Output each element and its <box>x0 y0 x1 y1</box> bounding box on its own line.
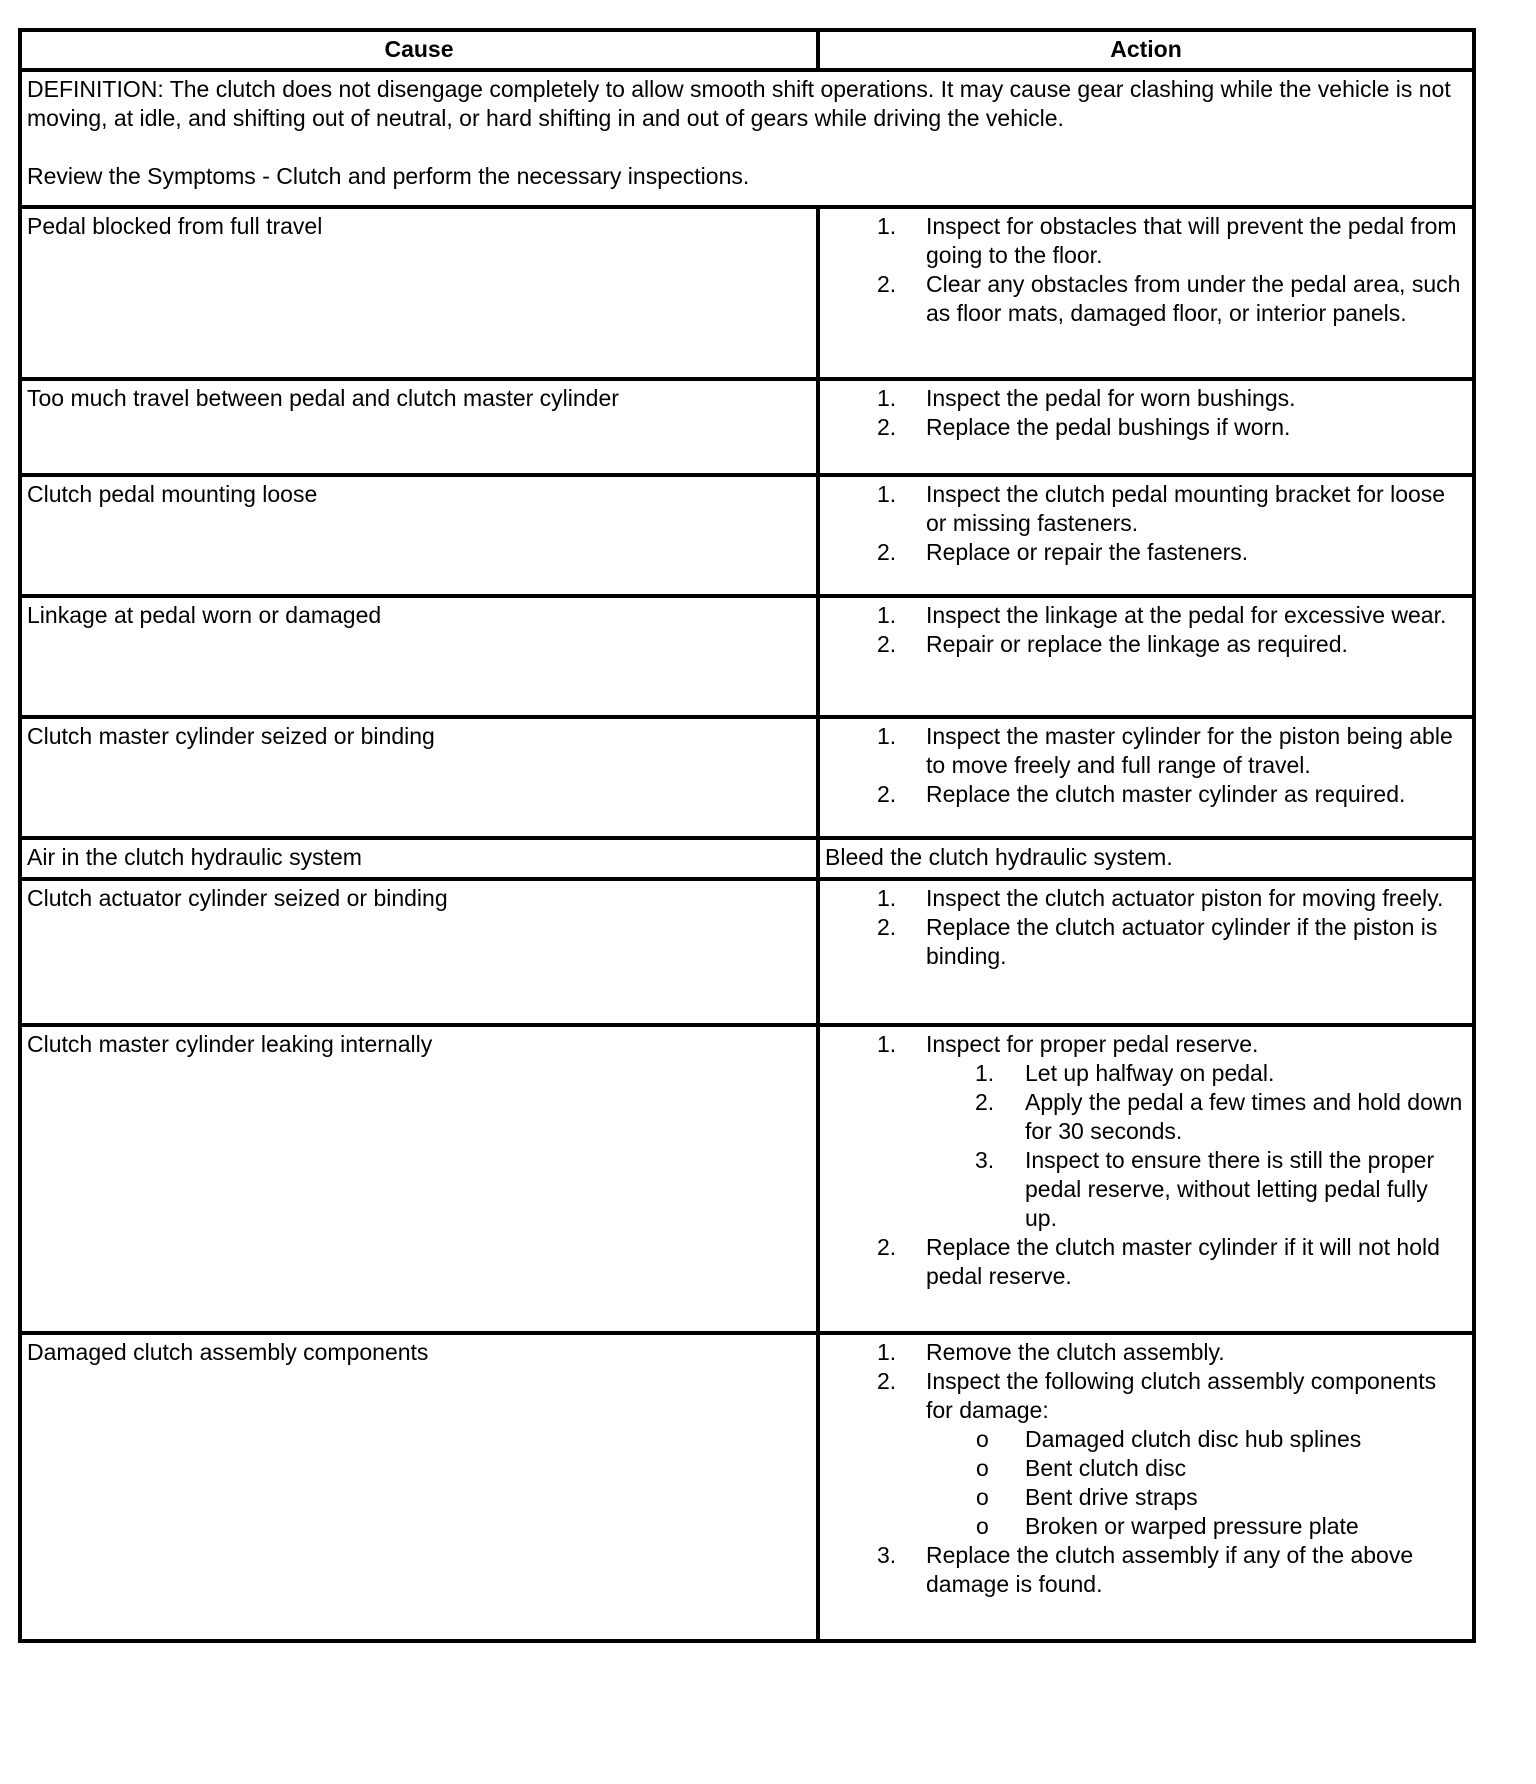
review-text: Review the Symptoms - Clutch and perform the necessary inspections. <box>27 163 750 189</box>
step-text: Inspect for proper pedal reserve. <box>926 1031 1259 1057</box>
step-number: 1. <box>877 885 897 911</box>
action-step <box>825 1338 1466 1367</box>
table-row <box>20 475 1474 596</box>
action-step <box>825 538 1466 567</box>
bullet-marker: o <box>976 1455 989 1481</box>
sub-step <box>926 1146 1466 1233</box>
action-step <box>825 1367 1466 1541</box>
step-number: 1. <box>877 723 897 749</box>
cause-cell: Clutch master cylinder seized or binding <box>20 717 818 838</box>
step-number: 3. <box>877 1542 897 1568</box>
step-text: Inspect the clutch pedal mounting bracket for loose or missing fasteners. <box>926 481 1446 536</box>
step-text: Replace the clutch actuator cylinder if the piston is binding. <box>926 914 1438 969</box>
cause-cell: Linkage at pedal worn or damaged <box>20 596 818 717</box>
header-action: Action <box>818 30 1474 70</box>
cause-cell: Damaged clutch assembly components <box>20 1333 818 1641</box>
action-step <box>825 780 1466 809</box>
table-row <box>20 717 1474 838</box>
action-step <box>825 384 1466 413</box>
step-number: 2. <box>877 1234 897 1260</box>
sub-step-text: Inspect to ensure there is still the proper pedal reserve, without letting pedal fully up. <box>1025 1147 1435 1231</box>
sub-step <box>926 1088 1466 1146</box>
bullet-list <box>926 1425 1466 1541</box>
cause-cell: Air in the clutch hydraulic system <box>20 838 818 879</box>
action-step <box>825 630 1466 659</box>
action-cell <box>818 1025 1474 1333</box>
bullet-text: Broken or warped pressure plate <box>1025 1513 1359 1539</box>
action-cell <box>818 717 1474 838</box>
action-step <box>825 1030 1466 1233</box>
bullet-text: Damaged clutch disc hub splines <box>1025 1426 1362 1452</box>
bullet-item <box>926 1512 1466 1541</box>
action-cell <box>818 879 1474 1025</box>
sub-step-text: Let up halfway on pedal. <box>1025 1060 1275 1086</box>
cause-cell: Clutch actuator cylinder seized or binding <box>20 879 818 1025</box>
step-number: 1. <box>877 1031 897 1057</box>
sub-step-number: 2. <box>975 1089 995 1115</box>
bullet-marker: o <box>976 1426 989 1452</box>
bullet-item <box>926 1454 1466 1483</box>
action-cell <box>818 207 1474 379</box>
step-text: Replace the pedal bushings if worn. <box>926 414 1291 440</box>
action-cell: Bleed the clutch hydraulic system. <box>818 838 1474 879</box>
action-steps <box>825 722 1466 809</box>
action-steps <box>825 601 1466 659</box>
step-number: 2. <box>877 914 897 940</box>
step-text: Replace the clutch master cylinder as required. <box>926 781 1406 807</box>
step-text: Inspect the pedal for worn bushings. <box>926 385 1296 411</box>
action-steps <box>825 212 1466 328</box>
step-number: 2. <box>877 781 897 807</box>
action-cell <box>818 379 1474 475</box>
sub-step-number: 1. <box>975 1060 995 1086</box>
action-step <box>825 1233 1466 1291</box>
step-text: Inspect the linkage at the pedal for excessive wear. <box>926 602 1447 628</box>
cause-cell: Clutch master cylinder leaking internally <box>20 1025 818 1333</box>
action-steps <box>825 480 1466 567</box>
step-number: 2. <box>877 539 897 565</box>
step-number: 2. <box>877 414 897 440</box>
troubleshooting-table <box>18 28 1476 1643</box>
definition-row <box>20 70 1474 207</box>
definition-cell <box>20 70 1474 207</box>
action-steps <box>825 1338 1466 1599</box>
action-step <box>825 913 1466 971</box>
action-step <box>825 212 1466 270</box>
sub-step-number: 3. <box>975 1147 995 1173</box>
bullet-item <box>926 1483 1466 1512</box>
step-number: 1. <box>877 481 897 507</box>
table-row <box>20 596 1474 717</box>
cause-cell: Clutch pedal mounting loose <box>20 475 818 596</box>
step-text: Repair or replace the linkage as required. <box>926 631 1348 657</box>
action-steps <box>825 884 1466 971</box>
table-row <box>20 879 1474 1025</box>
action-step <box>825 413 1466 442</box>
step-text: Replace the clutch master cylinder if it will not hold pedal reserve. <box>926 1234 1440 1289</box>
header-cause: Cause <box>20 30 818 70</box>
step-text: Inspect the master cylinder for the piston being able to move freely and full range of travel. <box>926 723 1453 778</box>
cause-cell: Too much travel between pedal and clutch master cylinder <box>20 379 818 475</box>
step-number: 1. <box>877 602 897 628</box>
step-number: 1. <box>877 385 897 411</box>
bullet-item <box>926 1425 1466 1454</box>
step-text: Clear any obstacles from under the pedal area, such as floor mats, damaged floor, or interior panels. <box>926 271 1461 326</box>
action-steps <box>825 1030 1466 1291</box>
step-text: Replace the clutch assembly if any of the above damage is found. <box>926 1542 1414 1597</box>
sub-steps <box>926 1059 1466 1233</box>
action-step <box>825 722 1466 780</box>
document-page <box>18 28 1472 1643</box>
step-number: 1. <box>877 1339 897 1365</box>
table-row <box>20 207 1474 379</box>
step-text: Inspect the following clutch assembly components for damage: <box>926 1368 1437 1423</box>
step-number: 1. <box>877 213 897 239</box>
definition-text: DEFINITION: The clutch does not disengage completely to allow smooth shift operations. It may cause gear clashing while the vehicle is not moving, at idle, and shifting out of neutral, or hard shifting in and out of gears while driving the vehicle. <box>27 76 1451 131</box>
action-cell <box>818 596 1474 717</box>
action-step <box>825 601 1466 630</box>
step-number: 2. <box>877 271 897 297</box>
step-text: Inspect the clutch actuator piston for moving freely. <box>926 885 1444 911</box>
bullet-text: Bent drive straps <box>1025 1484 1198 1510</box>
cause-cell: Pedal blocked from full travel <box>20 207 818 379</box>
table-row <box>20 1333 1474 1641</box>
step-text: Replace or repair the fasteners. <box>926 539 1249 565</box>
bullet-text: Bent clutch disc <box>1025 1455 1187 1481</box>
table-row <box>20 379 1474 475</box>
table-row <box>20 1025 1474 1333</box>
sub-step-text: Apply the pedal a few times and hold down for 30 seconds. <box>1025 1089 1463 1144</box>
action-cell <box>818 1333 1474 1641</box>
step-number: 2. <box>877 1368 897 1394</box>
step-number: 2. <box>877 631 897 657</box>
step-text: Remove the clutch assembly. <box>926 1339 1225 1365</box>
action-step <box>825 480 1466 538</box>
action-cell <box>818 475 1474 596</box>
header-row <box>20 30 1474 70</box>
step-text: Inspect for obstacles that will prevent the pedal from going to the floor. <box>926 213 1457 268</box>
action-step <box>825 1541 1466 1599</box>
sub-step <box>926 1059 1466 1088</box>
action-step <box>825 884 1466 913</box>
bullet-marker: o <box>976 1513 989 1539</box>
action-steps <box>825 384 1466 442</box>
bullet-marker: o <box>976 1484 989 1510</box>
table-row <box>20 838 1474 879</box>
action-step <box>825 270 1466 328</box>
